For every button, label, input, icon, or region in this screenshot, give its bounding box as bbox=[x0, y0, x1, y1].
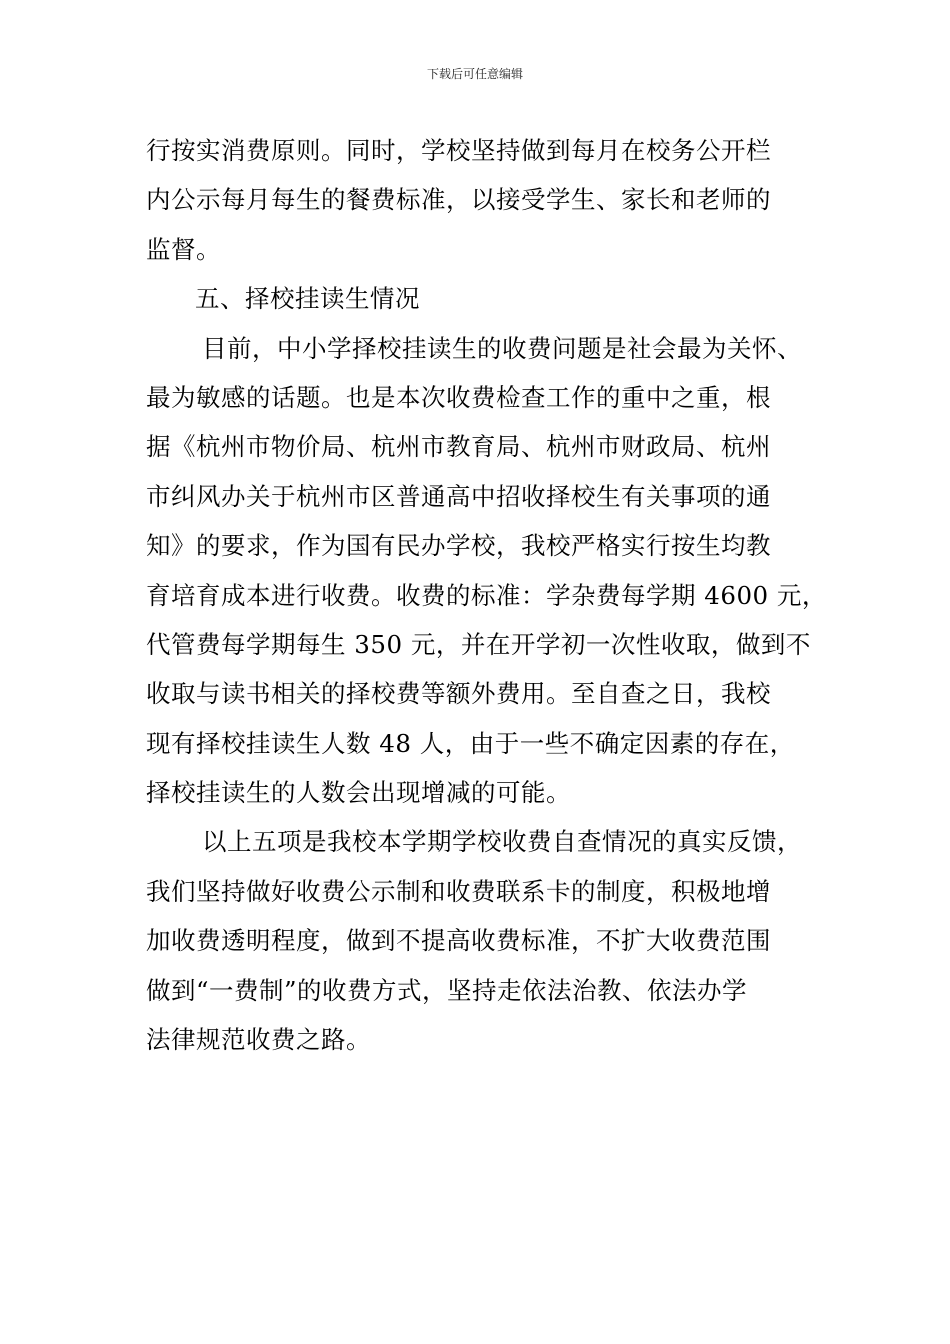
text-line: 目前，中小学择校挂读生的收费问题是社会最为关怀、 bbox=[202, 333, 802, 363]
text-line: 育培育成本进行收费。收费的标准：学杂费每学期 4600 元， bbox=[146, 580, 827, 610]
text-line: 监督。 bbox=[146, 234, 221, 264]
text-line: 行按实消费原则。同时，学校坚持做到每月在校务公开栏 bbox=[146, 136, 771, 165]
header-note: 下载后可任意编辑 bbox=[426, 67, 523, 81]
document-body bbox=[146, 126, 826, 1064]
text-line: 市纠风办关于杭州市区普通高中招收择校生有关事项的通 bbox=[146, 481, 771, 511]
text-line: 现有择校挂读生人数 48 人，由于一些不确定因素的存在， bbox=[146, 728, 795, 758]
text-line: 以上五项是我校本学期学校收费自查情况的真实反馈， bbox=[202, 827, 802, 857]
text-line: 最为敏感的话题。也是本次收费检查工作的重中之重，根 bbox=[146, 382, 771, 412]
text-line: 知》的要求，作为国有民办学校，我校严格实行按生均教 bbox=[146, 531, 771, 561]
section-heading: 五、择校挂读生情况 bbox=[195, 284, 420, 314]
text-line: 收取与读书相关的择校费等额外费用。至自查之日，我校 bbox=[146, 679, 771, 709]
text-line: 做到“一费制”的收费方式，坚持走依法治教、依法办学 bbox=[146, 975, 748, 1005]
text-line: 我们坚持做好收费公示制和收费联系卡的制度，积极地增 bbox=[146, 876, 771, 906]
text-line: 加收费透明程度，做到不提高收费标准，不扩大收费范围 bbox=[146, 926, 771, 956]
text-line: 代管费每学期每生 350 元，并在开学初一次性收取，做到不 bbox=[146, 629, 811, 659]
text-line: 法律规范收费之路。 bbox=[146, 1025, 371, 1055]
text-line: 择校挂读生的人数会出现增减的可能。 bbox=[146, 778, 571, 808]
text-line: 内公示每月每生的餐费标准，以接受学生、家长和老师的 bbox=[146, 185, 771, 215]
text-line: 据《杭州市物价局、杭州市教育局、杭州市财政局、杭州 bbox=[146, 432, 771, 462]
